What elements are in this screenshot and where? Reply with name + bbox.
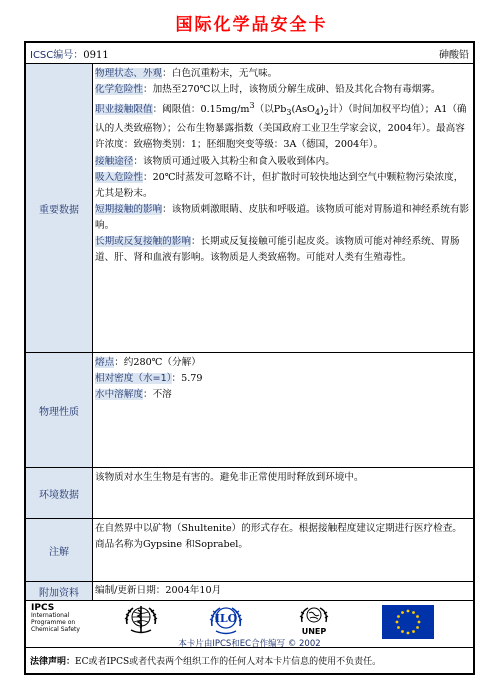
eu-star-icon [396,621,399,624]
section-label: 注解 [26,519,93,581]
eu-star-icon [418,621,421,624]
data-item: 相对密度（水=1）：5.79 [95,373,203,385]
chemical-name: 砷酸铅 [439,50,469,61]
item-text: 阈限值：$0.15mg/m^3$（以$Pb_3(AsO_4)_2$计）（时间加权平均值）；A1（确认的人类致癌物）；公布生物暴露指数（美国政府工业卫生学家会议，2004年）。最高容许浓度：致癌物类别：1；胚细胞突变等级：3A（德国，2004年）。 [95,101,467,151]
data-item: 化学危险性：加热至270℃以上时，该物质分解生成砷、铅及其化合物有毒烟雾。 [95,84,441,96]
data-item: 接触途径：该物质可通过吸入其粉尘和食入吸收到体内。 [95,155,335,167]
item-key: 物理状态、外观 [95,68,163,79]
important-data-section [26,64,473,353]
icsc-value: 0911 [83,50,109,61]
item-text: 20℃时蒸发可忽略不计，但扩散时可较快地达到空气中颗粒物污染浓度，尤其是粉末。 [95,171,464,199]
icsc-label: ICSC编号： [30,50,84,61]
section-label: 重要数据 [26,64,93,352]
additional-info-section [26,582,473,601]
section-content: 编制/更新日期：2004年10月 [95,585,222,596]
eu-flag-icon [382,605,434,639]
data-item: 短期接触的影响：该物质刺激眼睛、皮肤和呼吸道。该物质可能对胃肠道和神经系统有影响。 [95,203,470,231]
section-label: 附加资料 [26,582,93,600]
svg-text:UNEP: UNEP [301,627,327,636]
item-text: 长期或反复接触可能引起皮炎。该物质可能对神经系统、胃肠道、肝、肾和血液有影响。该物质是人类致癌物。可能对人类有生殖毒性。 [95,236,460,264]
logos-row [26,601,473,648]
eu-star-icon [407,610,410,613]
item-key: 相对密度（水=1） [95,373,172,385]
item-key: 接触途径 [95,155,134,167]
data-item: 职业接触限值：阈限值：$0.15mg/m^3$（以$Pb_3(AsO_4)_2$计）（时间加权平均值）；A1（确认的人类致癌物）；公布生物暴露指数（美国政府工业卫生学家会议，2004年）。最高容许浓度：致癌物类别：1；胚细胞突变等级：3A（德国，2004年）。 [95,101,467,151]
section-content: 在自然界中以矿物（Shultenite）的形式存在。根据接触程度建议定期进行医疗检查。商品名称为Gypsine 和Soprabel。 [95,523,462,551]
eu-star-icon [407,632,410,635]
section-content [92,353,473,467]
section-label: 物理性质 [26,353,93,467]
section-content [92,64,473,352]
icsc-number [30,46,109,61]
item-text: 该物质可通过吸入其粉尘和食入吸收到体内。 [142,155,335,167]
physical-properties-section [26,353,473,468]
eu-star-icon [397,615,400,618]
item-text: 白色沉重粉末，无气味。 [171,68,278,79]
item-key: 职业接触限值 [95,104,153,116]
data-item: 熔点：约280℃（分解） [95,357,201,368]
eu-star-icon [397,626,400,629]
id-row [26,43,473,64]
eu-star-icon [401,630,404,633]
ipcs-logo: IPCS International Programme on Chemical Safety [31,603,80,633]
section-label: 环境数据 [26,468,93,518]
item-key: 吸入危险性 [95,171,143,183]
data-item: 吸入危险性：20℃时蒸发可忽略不计，但扩散时可较快地达到空气中颗粒物污染浓度，尤其是粉末。 [95,171,464,199]
credit-line: 本卡片由IPCS和EC合作编写 © 2002 [178,639,321,649]
data-item: 长期或反复接触的影响：长期或反复接触可能引起皮炎。该物质可能对神经系统、胃肠道、肝、肾和血液有影响。该物质是人类致癌物。可能对人类有生殖毒性。 [95,236,460,264]
item-key: 水中溶解度 [95,389,143,401]
data-item: 物理状态、外观：白色沉重粉末，无气味。 [95,68,278,79]
eu-star-icon [412,611,415,614]
item-text: 该物质刺激眼睛、皮肤和呼吸道。该物质可能对胃肠道和神经系统有影响。 [95,203,470,231]
eu-star-icon [412,630,415,633]
section-content: 该物质对水生生物是有害的。避免非正常使用时释放到环境中。 [95,472,364,483]
item-key: 熔点 [95,357,115,368]
item-text: 不溶 [152,389,172,401]
eu-star-icon [416,626,419,629]
item-text: 加热至270℃以上时，该物质分解生成砷、铅及其化合物有毒烟雾。 [152,84,441,96]
svg-text:ILO: ILO [214,612,238,625]
eu-star-icon [416,615,419,618]
eu-star-icon [401,611,404,614]
legal-notice: 法律声明：EC或者IPCS或者代表两个组织工作的任何人对本卡片信息的使用不负责任。 [30,657,382,667]
environmental-data-section [26,468,473,519]
item-text: 约280℃（分解） [123,357,201,368]
item-key: 长期或反复接触的影响 [95,236,191,248]
unep-emblem-icon [294,604,334,636]
item-key: 化学危险性 [95,84,143,96]
item-text: 5.79 [181,373,203,385]
who-emblem-icon [121,604,161,636]
card-title: 国际化学品安全卡 [175,15,328,35]
legal-notice-row [26,648,473,673]
ilo-emblem-icon [206,604,246,636]
notes-section [26,519,473,582]
data-item: 水中溶解度：不溶 [95,389,172,401]
safety-card [24,41,475,675]
item-key: 短期接触的影响 [95,203,163,215]
